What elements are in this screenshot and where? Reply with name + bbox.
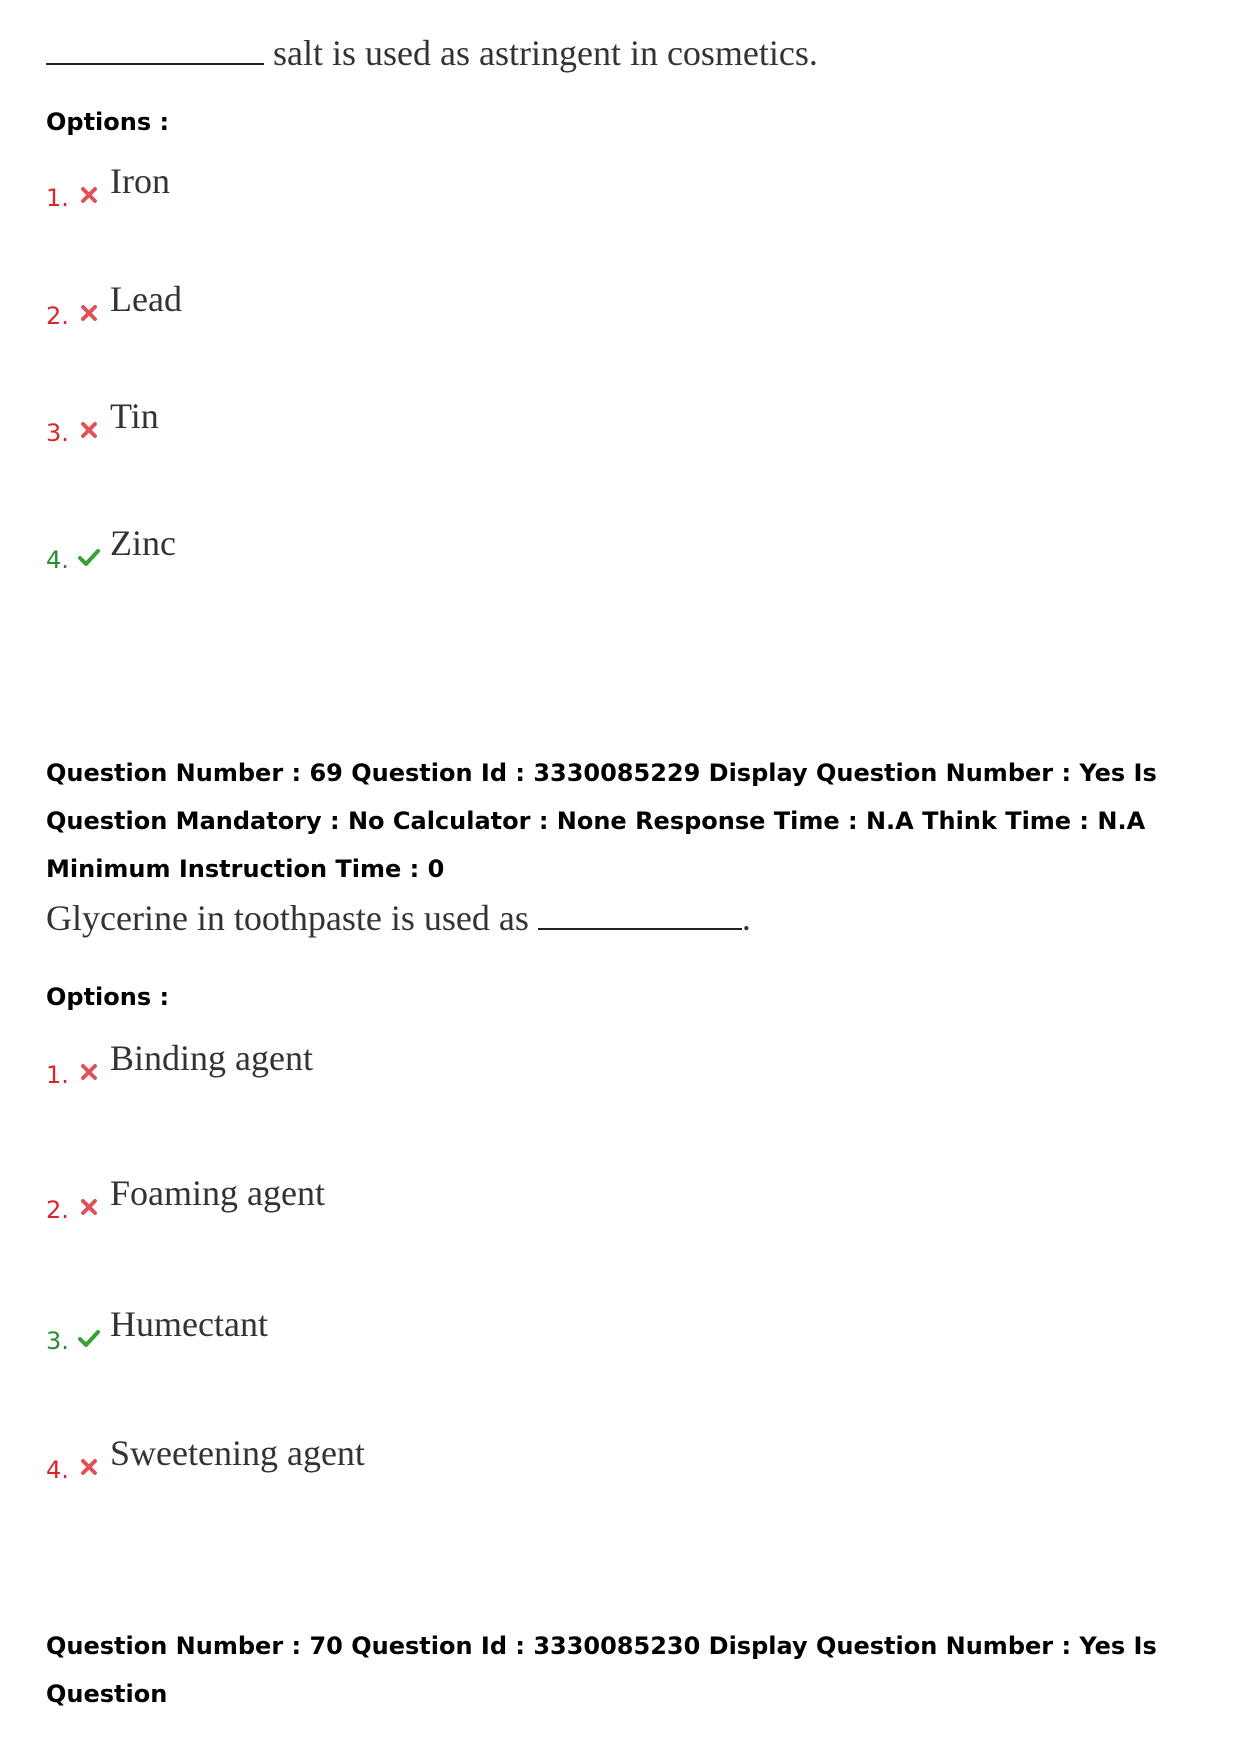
option-number: 2. [46,1196,69,1224]
q70-meta: Question Number : 70 Question Id : 3330085230 Display Question Number : Yes Is Question [46,1632,1157,1708]
option-text: Tin [110,396,159,436]
q69-option-4 [46,1432,365,1484]
q68-options-label: Options : [46,108,170,136]
option-text: Sweetening agent [110,1433,365,1473]
q69-option-2 [46,1172,325,1224]
option-number: 4. [46,546,69,574]
q68-option-3 [46,395,159,447]
answer-blank [46,33,264,65]
wrong-icon [76,300,102,326]
option-text: Zinc [110,523,176,563]
q68-option-1 [46,160,170,212]
q69-question-text: Glycerine in toothpaste is used as [46,898,529,938]
option-number: 3. [46,419,69,447]
q69-options-label: Options : [46,983,170,1011]
option-text: Iron [110,161,170,201]
q68-question-text: salt is used as astringent in cosmetics. [273,33,818,73]
q69-meta: Question Number : 69 Question Id : 3330085229 Display Question Number : Yes Is Question Mandatory : No Calculator : None Response Time : N.A Think Time : N.A Minimum Instruction Time : 0 [46,759,1157,883]
check-icon [76,1325,102,1351]
wrong-icon [76,1059,102,1085]
q69-option-3 [46,1303,268,1355]
wrong-icon [76,182,102,208]
q69-question-end: . [741,898,751,938]
check-icon [76,544,102,570]
answer-blank [538,898,742,930]
option-text: Humectant [110,1304,268,1344]
option-text: Foaming agent [110,1173,325,1213]
q69-question [46,897,751,939]
wrong-icon [76,1194,102,1220]
wrong-icon [76,417,102,443]
q68-option-2 [46,278,182,330]
q68-option-4 [46,522,176,574]
option-number: 3. [46,1327,69,1355]
option-number: 4. [46,1456,69,1484]
option-text: Binding agent [110,1038,313,1078]
option-text: Lead [110,279,182,319]
wrong-icon [76,1454,102,1480]
option-number: 1. [46,184,69,212]
option-number: 1. [46,1061,69,1089]
q69-option-1 [46,1037,313,1089]
option-number: 2. [46,302,69,330]
q68-question [46,32,818,74]
